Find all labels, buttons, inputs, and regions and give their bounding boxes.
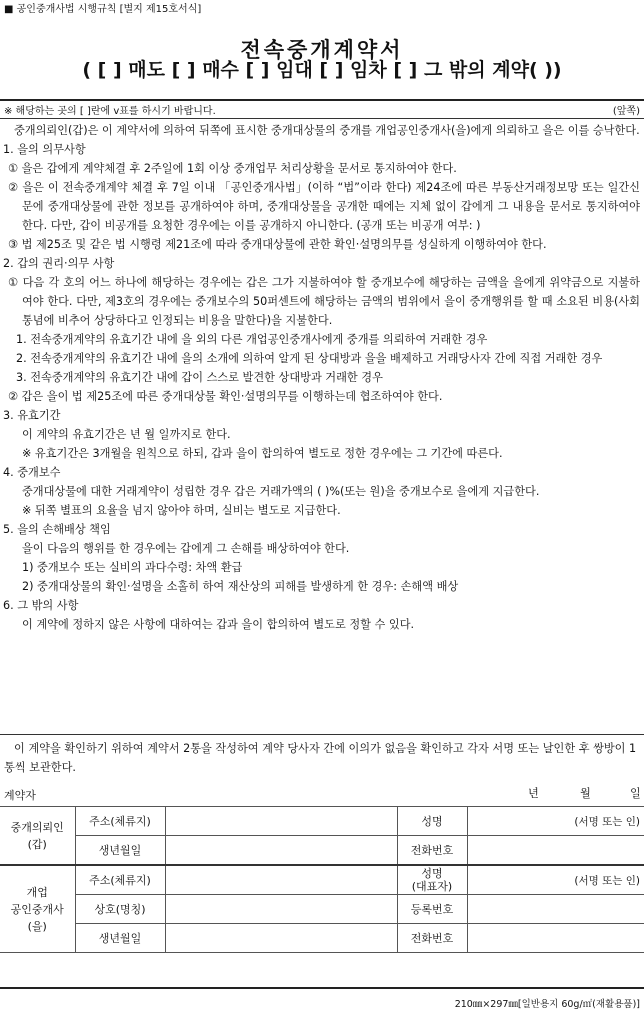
- damage-liability-item-2: 2) 중개대상물의 확인·설명을 소홀히 하여 재산상의 피해를 발생하게 한 경우: 손해액 배상: [22, 580, 459, 593]
- contract-type-line: ( [ ] 매도 [ ] 매수 [ ] 임대 [ ] 임차 [ ] 그 밖의 계약( )): [82, 59, 562, 81]
- intro-text: 중개의뢰인(갑)은 이 계약서에 의하여 뒤쪽에 표시한 중개대상물의 중개를 개업공인중개사(을)에게 의뢰하고 을은 이를 승낙한다.: [14, 124, 640, 137]
- section-1-clause-2: ② 을은 이 전속중개계약 체결 후 7일 이내 「공인중개사법」(이하 “법”이라 한다) 제24조에 따른 부동산거래정보망 또는 일간신문에 중개대상물에 관한 정보를 공개하여야 하며, 중개대상물을 공개한 때에는 지체 없이 갑에게 그 내용을 문서로 통지하여야 한다. 다만, 갑이 비공개를 요청한 경우에는 이를 공개하지 아니한다. (공개 또는 비공개 여부: ): [8, 181, 640, 232]
- parties-table: [0, 806, 644, 953]
- paper-spec: 210㎜×297㎜[일반용지 60g/㎡(재활용품)]: [454, 999, 640, 1010]
- client-signature[interactable]: (서명 또는 인): [467, 807, 644, 836]
- brokerage-fee-note: ※ 뒤쪽 별표의 요율을 넘지 않아야 하며, 실비는 별도로 지급한다.: [22, 504, 341, 517]
- closing-statement: 이 계약을 확인하기 위하여 계약서 2통을 작성하여 계약 당사자 간에 이의가 없음을 확인하고 각자 서명 또는 날인한 후 쌍방이 1통씩 보관한다.: [4, 742, 637, 774]
- notice-divider: [0, 118, 644, 119]
- damage-liability-item-1: 1) 중개보수 또는 실비의 과다수령: 차액 환급: [22, 561, 243, 574]
- section-1-clause-1: ① 을은 갑에게 계약체결 후 2주일에 1회 이상 중개업무 처리상황을 문서로 통지하여야 한다.: [8, 162, 457, 175]
- document-title: 전속중개계약서: [240, 38, 404, 62]
- section-1-clause-3: ③ 법 제25조 및 같은 법 시행령 제21조에 따라 중개대상물에 관한 확인·설명의무를 성실하게 이행하여야 한다.: [8, 238, 547, 251]
- section-6-title: 6. 그 밖의 사항: [3, 599, 79, 612]
- contract-body: [0, 121, 644, 634]
- section-1-title: 1. 을의 의무사항: [3, 143, 86, 156]
- other-matters-text: 이 계약에 정하지 않은 사항에 대하여는 갑과 을이 합의하여 별도로 정할 수 있다.: [22, 618, 415, 631]
- broker-birth-label: 생년월일: [75, 924, 165, 953]
- broker-phone-value[interactable]: [467, 924, 644, 953]
- broker-address-label: 주소(체류지): [75, 865, 165, 895]
- section-2-item-2: 2. 전속중개계약의 유효기간 내에 을의 소개에 의하여 알게 된 상대방과 을을 배제하고 거래당사자 간에 직접 거래한 경우: [16, 352, 603, 365]
- client-phone-value[interactable]: [467, 836, 644, 866]
- footer-divider: [0, 987, 644, 989]
- section-5-title: 5. 을의 손해배상 책임: [3, 523, 111, 536]
- section-3-title: 3. 유효기간: [3, 409, 61, 422]
- parties-title: 계약자: [4, 789, 36, 802]
- broker-label: 개업 공인중개사 (을): [0, 865, 75, 953]
- client-phone-label: 전화번호: [397, 836, 467, 866]
- broker-address-value[interactable]: [165, 865, 397, 895]
- client-birth-label: 생년월일: [75, 836, 165, 866]
- title-divider: [0, 99, 644, 101]
- damage-liability-text: 을이 다음의 행위를 한 경우에는 갑에게 그 손해를 배상하여야 한다.: [22, 542, 350, 555]
- client-name-label: 성명: [397, 807, 467, 836]
- broker-signature[interactable]: (서명 또는 인): [467, 865, 644, 895]
- section-2-clause-1: ① 다음 각 호의 어느 하나에 해당하는 경우에는 갑은 그가 지불하여야 할 중개보수에 해당하는 금액을 을에게 위약금으로 지불하여야 한다. 다만, 제3호의 경우에는 중개보수의 50퍼센트에 해당하는 금액의 범위에서 을이 중개행위를 할 때 소요된 비용(사회통념에 비추어 상당하다고 인정되는 비용을 말한다)을 지불한다.: [8, 276, 640, 327]
- broker-office-label: 상호(명칭): [75, 895, 165, 924]
- date-year-label: 년: [528, 787, 539, 800]
- closing-divider: [0, 734, 644, 735]
- section-2-item-1: 1. 전속중개계약의 유효기간 내에 을 외의 다른 개업공인중개사에게 중개를 의뢰하여 거래한 경우: [16, 333, 488, 346]
- client-label: 중개의뢰인 (갑): [0, 807, 75, 866]
- broker-phone-label: 전화번호: [397, 924, 467, 953]
- validity-period-note: ※ 유효기간은 3개월을 원칙으로 하되, 갑과 을이 합의하여 별도로 정한 경우에는 그 기간에 따른다.: [22, 447, 503, 460]
- section-2-title: 2. 갑의 권리·의무 사항: [3, 257, 115, 270]
- broker-reg-value[interactable]: [467, 895, 644, 924]
- client-address-value[interactable]: [165, 807, 397, 836]
- broker-office-value[interactable]: [165, 895, 397, 924]
- section-4-title: 4. 중개보수: [3, 466, 61, 479]
- client-birth-value[interactable]: [165, 836, 397, 866]
- page-side-label: (앞쪽): [612, 106, 640, 117]
- validity-period-text: 이 계약의 유효기간은 년 월 일까지로 한다.: [22, 428, 231, 441]
- client-address-label: 주소(체류지): [75, 807, 165, 836]
- broker-reg-label: 등록번호: [397, 895, 467, 924]
- brokerage-fee-text: 중개대상물에 대한 거래계약이 성립한 경우 갑은 거래가액의 ( )%(또는 원)을 중개보수로 을에게 지급한다.: [22, 485, 540, 498]
- broker-name-label: 성명 (대표자): [397, 865, 467, 895]
- checkbox-instruction: ※ 해당하는 곳의 [ ]란에 v표를 하시기 바랍니다.: [4, 106, 216, 117]
- section-2-clause-2: ② 갑은 을이 법 제25조에 따른 중개대상물 확인·설명의무를 이행하는데 협조하여야 한다.: [8, 390, 443, 403]
- date-day-label: 일: [630, 787, 641, 800]
- form-reference: ■ 공인중개사법 시행규칙 [별지 제15호서식]: [4, 4, 202, 15]
- date-month-label: 월: [580, 787, 591, 800]
- section-2-item-3: 3. 전속중개계약의 유효기간 내에 갑이 스스로 발견한 상대방과 거래한 경우: [16, 371, 383, 384]
- broker-birth-value[interactable]: [165, 924, 397, 953]
